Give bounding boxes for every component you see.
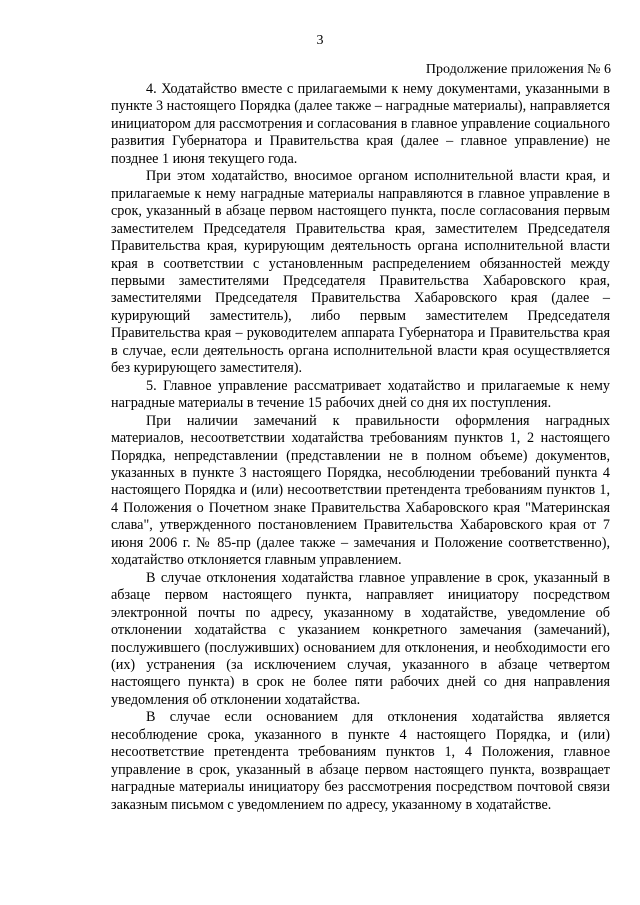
page-number: 3 bbox=[316, 33, 324, 48]
paragraph-item-5: 5. Главное управление рассматривает ходатайство и прилагаемые к нему наградные материалы в течение 15 рабочих дней со дня их поступления. bbox=[111, 377, 610, 412]
paragraph-item-4: 4. Ходатайство вместе с прилагаемыми к нему документами, указанными в пункте 3 настоящего Порядка (далее также – наградные материалы), направляется инициатором для рассмотрения и согласования в главное управление социального развития Губернатора и Правительства края (далее – главное управление) не позднее 1 июня текущего года. bbox=[111, 81, 610, 167]
paragraph-materials-return: В случае если основанием для отклонения ходатайства является несоблюдение срока, указанного в пункте 4 настоящего Порядка, и (или) несоответствие претендента требованиям пунктов 1, 4 Положения, главное управление в срок, указанный в абзаце первом настоящего пункта, возвращает наградные материалы инициатору без рассмотрения посредством почтовой связи заказным письмом с уведомлением по адресу, указанному в ходатайстве. bbox=[111, 709, 610, 813]
paragraph-item-4-approval: При этом ходатайство, вносимое органом исполнительной власти края, и прилагаемые к нему наградные материалы направляются в главное управление в срок, указанный в абзаце первом настоящего пункта, после согласования первым заместителем Председателя Правительства края, заместителем Председателя Правительства края, курирующим деятельность органа исполнительной власти края в соответствии с установленным распределением обязанностей между первыми заместителями Председателя Правительства Хабаровского края, заместителями Председателя Правительства Хабаровского края (далее – курирующий заместитель), либо первым заместителем Председателя Правительства края – руководителем аппарата Губернатора и Правительства края в случае, если деятельность органа исполнительной власти края осуществляется без курирующего заместителя). bbox=[111, 168, 610, 377]
document-body bbox=[111, 81, 610, 814]
paragraph-rejection-notice: В случае отклонения ходатайства главное управление в срок, указанный в абзаце первом настоящего пункта, направляет инициатору посредством электронной почты по адресу, указанному в ходатайстве, уведомление об отклонении ходатайства с указанием конкретного замечания (замечаний), послужившего (послуживших) основанием для отклонения, и необходимости его (их) устранения (за исключением случая, указанного в абзаце четвертом настоящего пункта) в срок не более пяти рабочих дней со дня направления уведомления об отклонении ходатайства. bbox=[111, 569, 610, 708]
appendix-continuation-label: Продолжение приложения № 6 bbox=[425, 62, 611, 77]
paragraph-rejection-grounds: При наличии замечаний к правильности оформления наградных материалов, несоответствии ходатайства требованиям пунктов 1, 2 настоящего Порядка, непредставлении (представлении не в полном объеме) документов, указанных в пункте 3 настоящего Порядка, несоблюдении требований пункта 4 настоящего Порядка и (или) несоответствии претендента требованиям пунктов 1, 4 Положения о Почетном знаке Правительства Хабаровского края "Материнская слава", утвержденного постановлением Правительства Хабаровского края от 7 июня 2006 г. № 85-пр (далее также – замечания и Положение соответственно), ходатайство отклоняется главным управлением. bbox=[111, 412, 610, 569]
